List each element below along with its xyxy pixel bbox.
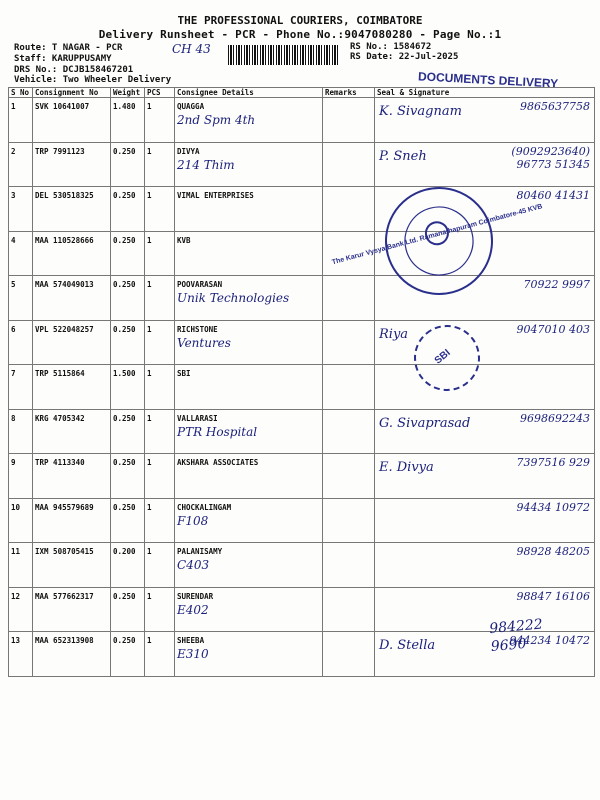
route-label: Route: T NAGAR - PCR: [14, 43, 123, 53]
row-remarks: [323, 320, 375, 365]
row-pcs: 1: [145, 543, 175, 588]
consignee-name: KVB: [177, 235, 191, 245]
row-remarks: [323, 142, 375, 187]
row-consignment: VPL 522048257: [33, 320, 111, 365]
row-sno: 9: [9, 454, 33, 499]
row-signature: [375, 587, 595, 632]
consignee-handwritten-note: Ventures: [177, 335, 231, 350]
row-sno: 12: [9, 587, 33, 632]
row-consignee: [175, 231, 323, 276]
row-sno: 4: [9, 231, 33, 276]
row-pcs: 1: [145, 276, 175, 321]
row-weight: 0.250: [111, 231, 145, 276]
consignee-name: VIMAL ENTERPRISES: [177, 191, 254, 200]
row-signature: [375, 142, 595, 187]
table-row: [9, 187, 595, 232]
consignee-name: CHOCKALINGAM: [177, 502, 232, 512]
row-consignee: [175, 587, 323, 632]
row-pcs: 1: [145, 320, 175, 365]
row-weight: 1.500: [111, 365, 145, 410]
documents-delivery-stamp: DOCUMENTS DELIVERY: [417, 69, 559, 91]
phone-handwritten: 9698692243: [520, 411, 590, 425]
vehicle-label: Vehicle: Two Wheeler Delivery: [14, 75, 172, 85]
consignee-name: SHEEBA: [177, 636, 205, 645]
table-header-row: [9, 88, 595, 98]
row-weight: 0.250: [111, 587, 145, 632]
row-sno: 2: [9, 142, 33, 187]
phone-handwritten: (9092923640) 96773 51345: [511, 144, 590, 171]
phone-handwritten: 80460 41431: [516, 189, 590, 202]
row-consignee: [175, 454, 323, 499]
consignee-name: PALANISAMY: [177, 547, 223, 556]
staff-label: Staff: KARUPPUSAMY: [14, 54, 112, 64]
row-signature: [375, 320, 595, 365]
row-consignment: MAA 577662317: [33, 587, 111, 632]
consignee-name: SBI: [177, 369, 191, 378]
drs-label: DRS No.: DCJB158467201: [14, 65, 134, 75]
col-sno: S No: [9, 88, 33, 98]
row-weight: 0.250: [111, 632, 145, 677]
consignee-handwritten-note: 214 Thim: [177, 157, 235, 172]
row-weight: 0.200: [111, 543, 145, 588]
phone-handwritten: 9865637758: [520, 100, 590, 113]
col-weight: Weight: [111, 88, 145, 98]
row-signature: [375, 454, 595, 499]
phone-handwritten: 70922 9997: [523, 278, 590, 291]
row-consignment: IXM 508705415: [33, 543, 111, 588]
col-seal: Seal & Signature: [375, 88, 595, 98]
phone-handwritten: 7397516 929: [516, 456, 590, 469]
row-signature: [375, 98, 595, 143]
row-weight: 0.250: [111, 320, 145, 365]
consignee-name: VALLARASI: [177, 413, 218, 423]
table-row: [9, 231, 595, 276]
row-weight: 0.250: [111, 498, 145, 543]
col-consignment: Consignment No: [33, 88, 111, 98]
row-signature: [375, 498, 595, 543]
barcode: [228, 45, 340, 65]
col-pcs: PCS: [145, 88, 175, 98]
row-consignee: [175, 543, 323, 588]
consignee-name: QUAGGA: [177, 102, 205, 111]
table-row: [9, 142, 595, 187]
row-remarks: [323, 409, 375, 454]
consignee-name: AKSHARA ASSOCIATES: [177, 458, 259, 467]
consignee-handwritten-note: E402: [177, 602, 209, 617]
row-consignment: MAA 574049013: [33, 276, 111, 321]
row-pcs: 1: [145, 498, 175, 543]
row-weight: 0.250: [111, 142, 145, 187]
table-row: [9, 543, 595, 588]
row-consignee: [175, 498, 323, 543]
row-sno: 13: [9, 632, 33, 677]
row-remarks: [323, 365, 375, 410]
sbi-seal-label: SBI: [432, 347, 453, 367]
row-signature: [375, 409, 595, 454]
row-pcs: 1: [145, 365, 175, 410]
signature-text: G. Sivaprasad: [379, 415, 471, 431]
row-pcs: 1: [145, 187, 175, 232]
footer-handwriting: 984222 9690: [488, 616, 544, 655]
row-consignment: TRP 4113340: [33, 454, 111, 499]
row-consignment: TRP 5115864: [33, 365, 111, 410]
row-weight: 0.250: [111, 454, 145, 499]
row-consignee: [175, 142, 323, 187]
signature-text: Riya: [379, 326, 409, 342]
consignee-handwritten-note: F108: [177, 513, 209, 528]
phone-handwritten: 944234 10472: [509, 634, 590, 647]
row-pcs: 1: [145, 231, 175, 276]
row-consignee: [175, 365, 323, 410]
row-remarks: [323, 632, 375, 677]
row-pcs: 1: [145, 587, 175, 632]
company-title: THE PROFESSIONAL COURIERS, COIMBATORE: [177, 14, 423, 27]
row-sno: 5: [9, 276, 33, 321]
table-row: [9, 365, 595, 410]
consignee-handwritten-note: 2nd Spm 4th: [177, 113, 256, 127]
phone-handwritten: 98847 16106: [516, 589, 590, 603]
consignee-handwritten-note: C403: [177, 558, 210, 572]
consignee-name: POOVARASAN: [177, 280, 223, 289]
row-remarks: [323, 454, 375, 499]
row-signature: [375, 632, 595, 677]
row-remarks: [323, 587, 375, 632]
row-remarks: [323, 543, 375, 588]
col-consignee: Consignee Details: [175, 88, 323, 98]
row-consignment: MAA 652313908: [33, 632, 111, 677]
row-consignee: [175, 98, 323, 143]
row-sno: 6: [9, 320, 33, 365]
table-row: [9, 454, 595, 499]
rs-no-label: RS No.: 1584672: [350, 42, 432, 52]
row-weight: 1.480: [111, 98, 145, 143]
row-sno: 1: [9, 98, 33, 143]
row-consignment: TRP 7991123: [33, 142, 111, 187]
consignee-name: RICHSTONE: [177, 324, 218, 334]
rs-date-label: RS Date: 22-Jul-2025: [350, 52, 459, 62]
header-handwriting: CH 43: [172, 42, 211, 56]
row-consignment: KRG 4705342: [33, 409, 111, 454]
row-sno: 10: [9, 498, 33, 543]
row-consignee: [175, 320, 323, 365]
row-remarks: [323, 187, 375, 232]
row-pcs: 1: [145, 98, 175, 143]
kvb-seal-label: The Karur Vysya Bank Ltd. Ramanathapuram Coimbatore-45 KVB: [331, 203, 544, 267]
row-pcs: 1: [145, 632, 175, 677]
row-consignee: [175, 632, 323, 677]
phone-handwritten: 9047010 403: [516, 322, 590, 336]
table-row: [9, 320, 595, 365]
consignee-handwritten-note: E310: [177, 647, 209, 661]
signature-text: K. Sivagnam: [379, 104, 462, 119]
consignee-handwritten-note: PTR Hospital: [177, 424, 258, 439]
signature-text: P. Sneh: [379, 148, 427, 164]
row-remarks: [323, 276, 375, 321]
table-row: [9, 409, 595, 454]
row-sno: 11: [9, 543, 33, 588]
row-consignment: MAA 110528666: [33, 231, 111, 276]
row-sno: 7: [9, 365, 33, 410]
phone-handwritten: 94434 10972: [516, 500, 590, 514]
row-pcs: 1: [145, 142, 175, 187]
consignee-name: SURENDAR: [177, 591, 214, 601]
table-row: [9, 498, 595, 543]
row-consignment: MAA 945579689: [33, 498, 111, 543]
row-signature: [375, 543, 595, 588]
table-row: [9, 276, 595, 321]
signature-text: E. Divya: [379, 460, 434, 475]
row-weight: 0.250: [111, 187, 145, 232]
col-remarks: Remarks: [323, 88, 375, 98]
row-pcs: 1: [145, 454, 175, 499]
row-consignee: [175, 409, 323, 454]
row-weight: 0.250: [111, 409, 145, 454]
row-signature: [375, 365, 595, 410]
row-sno: 8: [9, 409, 33, 454]
table-row: [9, 98, 595, 143]
consignee-name: DIVYA: [177, 146, 200, 156]
row-weight: 0.250: [111, 276, 145, 321]
row-remarks: [323, 98, 375, 143]
row-sno: 3: [9, 187, 33, 232]
consignee-handwritten-note: Unik Technologies: [177, 291, 290, 305]
row-pcs: 1: [145, 409, 175, 454]
row-consignment: SVK 10641007: [33, 98, 111, 143]
row-remarks: [323, 498, 375, 543]
phone-handwritten: 98928 48205: [516, 545, 590, 558]
row-consignment: DEL 530518325: [33, 187, 111, 232]
runsheet-title: Delivery Runsheet - PCR - Phone No.:9047080280 - Page No.:1: [98, 28, 502, 41]
row-consignee: [175, 276, 323, 321]
runsheet-table: [8, 87, 595, 677]
signature-text: D. Stella: [379, 638, 436, 653]
row-consignee: [175, 187, 323, 232]
